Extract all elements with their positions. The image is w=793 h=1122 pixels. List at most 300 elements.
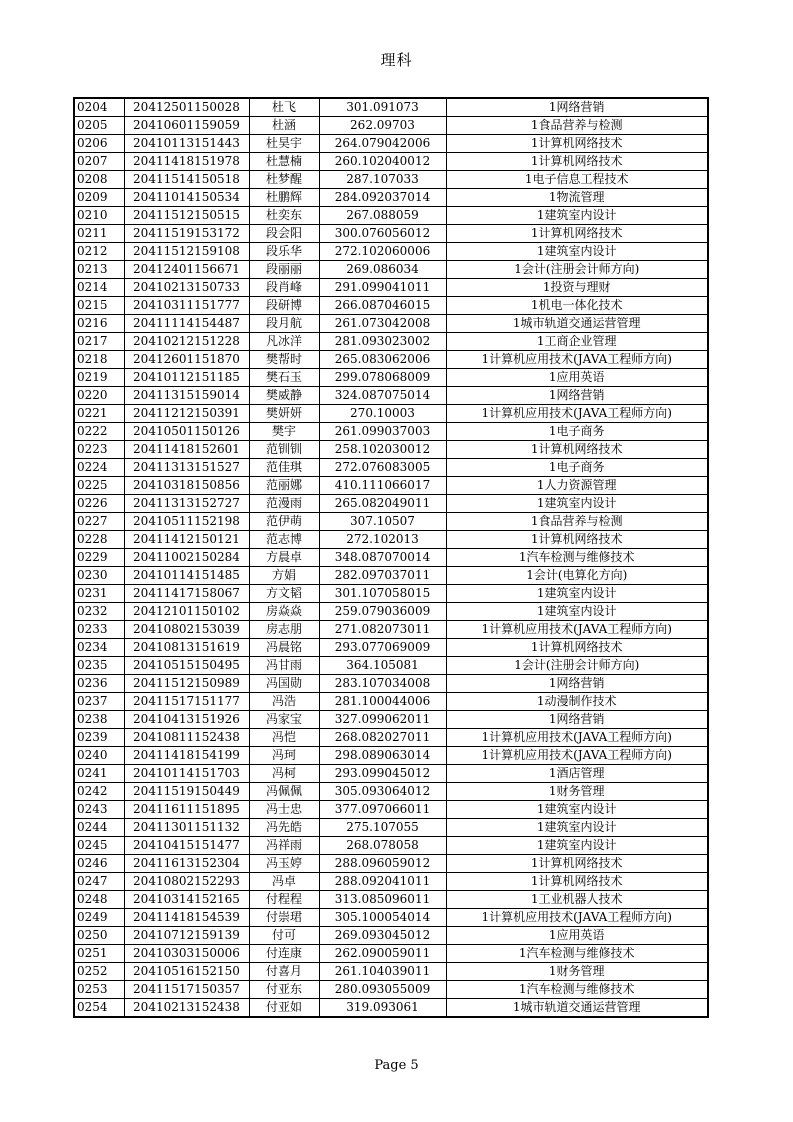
row-number-cell: 0227 [74,513,124,531]
student-name-cell: 樊帮时 [249,351,319,369]
major-cell: 1计算机网络技术 [446,873,708,891]
score-cell: 305.100054014 [319,909,446,927]
student-id-cell: 20410213152438 [124,999,249,1018]
table-row [74,243,708,261]
score-cell: 287.107033 [319,171,446,189]
student-id-cell: 20410112151185 [124,369,249,387]
score-cell: 348.087070014 [319,549,446,567]
table-row [74,297,708,315]
student-id-cell: 20410511152198 [124,513,249,531]
table-row [74,837,708,855]
row-number-cell: 0208 [74,171,124,189]
row-number-cell: 0242 [74,783,124,801]
score-cell: 299.078068009 [319,369,446,387]
row-number-cell: 0246 [74,855,124,873]
major-cell: 1酒店管理 [446,765,708,783]
row-number-cell: 0205 [74,117,124,135]
table-row [74,423,708,441]
score-cell: 262.09703 [319,117,446,135]
major-cell: 1物流管理 [446,189,708,207]
student-id-cell: 20410314152165 [124,891,249,909]
student-id-cell: 20411301151132 [124,819,249,837]
score-cell: 284.092037014 [319,189,446,207]
student-name-cell: 凡冰洋 [249,333,319,351]
major-cell: 1城市轨道交通运营管理 [446,999,708,1018]
row-number-cell: 0221 [74,405,124,423]
score-cell: 268.082027011 [319,729,446,747]
student-name-cell: 冯浩 [249,693,319,711]
row-number-cell: 0211 [74,225,124,243]
student-name-cell: 杜飞 [249,98,319,117]
student-name-cell: 范漫雨 [249,495,319,513]
student-id-cell: 20410113151443 [124,135,249,153]
score-cell: 327.099062011 [319,711,446,729]
row-number-cell: 0217 [74,333,124,351]
table-row [74,549,708,567]
table-row [74,873,708,891]
score-cell: 319.093061 [319,999,446,1018]
row-number-cell: 0207 [74,153,124,171]
row-number-cell: 0231 [74,585,124,603]
score-cell: 265.083062006 [319,351,446,369]
row-number-cell: 0215 [74,297,124,315]
score-cell: 298.089063014 [319,747,446,765]
student-id-cell: 20410802152293 [124,873,249,891]
major-cell: 1食品营养与检测 [446,513,708,531]
student-id-cell: 20411212150391 [124,405,249,423]
score-cell: 307.10507 [319,513,446,531]
student-name-cell: 冯玉婷 [249,855,319,873]
student-name-cell: 樊妍妍 [249,405,319,423]
student-name-cell: 范志博 [249,531,319,549]
student-name-cell: 方文韬 [249,585,319,603]
score-cell: 300.076056012 [319,225,446,243]
row-number-cell: 0252 [74,963,124,981]
row-number-cell: 0233 [74,621,124,639]
score-cell: 258.102030012 [319,441,446,459]
score-cell: 281.100044006 [319,693,446,711]
table-row [74,369,708,387]
row-number-cell: 0241 [74,765,124,783]
major-cell: 1计算机应用技术(JAVA工程师方向) [446,621,708,639]
score-cell: 293.099045012 [319,765,446,783]
major-cell: 1计算机网络技术 [446,531,708,549]
score-cell: 260.102040012 [319,153,446,171]
student-name-cell: 范钏钏 [249,441,319,459]
student-name-cell: 樊宇 [249,423,319,441]
major-cell: 1应用英语 [446,927,708,945]
student-name-cell: 付亚东 [249,981,319,999]
table-row [74,477,708,495]
score-cell: 291.099041011 [319,279,446,297]
major-cell: 1计算机网络技术 [446,153,708,171]
row-number-cell: 0244 [74,819,124,837]
score-cell: 324.087075014 [319,387,446,405]
score-cell: 280.093055009 [319,981,446,999]
student-name-cell: 冯先皓 [249,819,319,837]
student-name-cell: 冯晨铭 [249,639,319,657]
student-name-cell: 杜昊宇 [249,135,319,153]
major-cell: 1网络营销 [446,675,708,693]
major-cell: 1建筑室内设计 [446,819,708,837]
table-row [74,783,708,801]
major-cell: 1建筑室内设计 [446,495,708,513]
student-name-cell: 段月航 [249,315,319,333]
student-id-cell: 20412401156671 [124,261,249,279]
score-cell: 410.111066017 [319,477,446,495]
table-row [74,855,708,873]
student-id-cell: 20411418154199 [124,747,249,765]
student-name-cell: 冯恺 [249,729,319,747]
row-number-cell: 0228 [74,531,124,549]
major-cell: 1计算机应用技术(JAVA工程师方向) [446,405,708,423]
table-row [74,135,708,153]
score-cell: 272.102060006 [319,243,446,261]
student-name-cell: 冯珂 [249,747,319,765]
major-cell: 1人力资源管理 [446,477,708,495]
student-id-cell: 20411512150515 [124,207,249,225]
student-id-cell: 20410413151926 [124,711,249,729]
student-id-cell: 20411002150284 [124,549,249,567]
row-number-cell: 0220 [74,387,124,405]
student-id-cell: 20411517151177 [124,693,249,711]
table-row [74,531,708,549]
row-number-cell: 0224 [74,459,124,477]
score-cell: 282.097037011 [319,567,446,585]
student-id-cell: 20410501150126 [124,423,249,441]
row-number-cell: 0247 [74,873,124,891]
page-number: Page 5 [374,1058,419,1073]
table-row [74,765,708,783]
score-cell: 283.107034008 [319,675,446,693]
table-row [74,207,708,225]
major-cell: 1计算机网络技术 [446,855,708,873]
major-cell: 1建筑室内设计 [446,801,708,819]
major-cell: 1电子商务 [446,459,708,477]
row-number-cell: 0253 [74,981,124,999]
major-cell: 1建筑室内设计 [446,207,708,225]
student-name-cell: 付亚如 [249,999,319,1018]
score-cell: 281.093023002 [319,333,446,351]
table-row [74,585,708,603]
major-cell: 1建筑室内设计 [446,585,708,603]
row-number-cell: 0209 [74,189,124,207]
student-name-cell: 樊石玉 [249,369,319,387]
row-number-cell: 0250 [74,927,124,945]
student-name-cell: 房志朋 [249,621,319,639]
score-cell: 266.087046015 [319,297,446,315]
row-number-cell: 0238 [74,711,124,729]
student-name-cell: 冯佩佩 [249,783,319,801]
row-number-cell: 0212 [74,243,124,261]
score-cell: 269.093045012 [319,927,446,945]
student-id-cell: 20410212151228 [124,333,249,351]
table-row [74,333,708,351]
major-cell: 1网络营销 [446,387,708,405]
table-row [74,693,708,711]
major-cell: 1计算机网络技术 [446,135,708,153]
major-cell: 1动漫制作技术 [446,693,708,711]
major-cell: 1建筑室内设计 [446,837,708,855]
major-cell: 1会计(注册会计师方向) [446,261,708,279]
student-name-cell: 范丽娜 [249,477,319,495]
student-name-cell: 付程程 [249,891,319,909]
row-number-cell: 0230 [74,567,124,585]
table-row [74,891,708,909]
row-number-cell: 0234 [74,639,124,657]
table-row [74,603,708,621]
score-cell: 305.093064012 [319,783,446,801]
student-id-cell: 20410415151477 [124,837,249,855]
table-row [74,657,708,675]
score-cell: 261.104039011 [319,963,446,981]
student-id-cell: 20411514150518 [124,171,249,189]
student-name-cell: 付连康 [249,945,319,963]
score-cell: 364.105081 [319,657,446,675]
student-id-cell: 20411418151978 [124,153,249,171]
student-name-cell: 房焱焱 [249,603,319,621]
major-cell: 1汽车检测与维修技术 [446,549,708,567]
student-id-cell: 20411412150121 [124,531,249,549]
score-cell: 293.077069009 [319,639,446,657]
student-name-cell: 范伊萌 [249,513,319,531]
student-name-cell: 付崇珺 [249,909,319,927]
major-cell: 1财务管理 [446,783,708,801]
score-cell: 288.096059012 [319,855,446,873]
table-row [74,927,708,945]
student-name-cell: 付喜月 [249,963,319,981]
major-cell: 1电子信息工程技术 [446,171,708,189]
table-row [74,351,708,369]
table-row [74,441,708,459]
row-number-cell: 0248 [74,891,124,909]
student-name-cell: 杜涵 [249,117,319,135]
table-row [74,567,708,585]
student-id-cell: 20411315159014 [124,387,249,405]
major-cell: 1汽车检测与维修技术 [446,981,708,999]
table-row [74,315,708,333]
student-id-cell: 20411613152304 [124,855,249,873]
major-cell: 1会计(注册会计师方向) [446,657,708,675]
student-id-cell: 20411313152727 [124,495,249,513]
student-name-cell: 冯士忠 [249,801,319,819]
row-number-cell: 0232 [74,603,124,621]
table-row [74,495,708,513]
major-cell: 1应用英语 [446,369,708,387]
student-name-cell: 段研博 [249,297,319,315]
student-name-cell: 段会阳 [249,225,319,243]
student-id-cell: 20412501150028 [124,98,249,117]
table-row [74,729,708,747]
student-name-cell: 冯国勋 [249,675,319,693]
table-row [74,171,708,189]
row-number-cell: 0235 [74,657,124,675]
student-id-cell: 20411512150989 [124,675,249,693]
major-cell: 1计算机应用技术(JAVA工程师方向) [446,729,708,747]
table-row [74,117,708,135]
row-number-cell: 0225 [74,477,124,495]
student-name-cell: 范佳琪 [249,459,319,477]
row-number-cell: 0218 [74,351,124,369]
row-number-cell: 0204 [74,98,124,117]
student-id-cell: 20410318150856 [124,477,249,495]
table-row [74,225,708,243]
student-id-cell: 20410311151777 [124,297,249,315]
major-cell: 1计算机应用技术(JAVA工程师方向) [446,909,708,927]
major-cell: 1计算机应用技术(JAVA工程师方向) [446,747,708,765]
table-row [74,999,708,1018]
student-name-cell: 冯柯 [249,765,319,783]
score-cell: 288.092041011 [319,873,446,891]
row-number-cell: 0237 [74,693,124,711]
row-number-cell: 0226 [74,495,124,513]
row-number-cell: 0214 [74,279,124,297]
score-cell: 301.091073 [319,98,446,117]
student-id-cell: 20411519150449 [124,783,249,801]
table-row [74,621,708,639]
student-id-cell: 20411114154487 [124,315,249,333]
row-number-cell: 0222 [74,423,124,441]
student-id-cell: 20411517150357 [124,981,249,999]
student-name-cell: 冯家宝 [249,711,319,729]
score-cell: 313.085096011 [319,891,446,909]
student-id-cell: 20411014150534 [124,189,249,207]
score-cell: 268.078058 [319,837,446,855]
table-row [74,153,708,171]
table-row [74,98,708,117]
major-cell: 1计算机网络技术 [446,639,708,657]
score-cell: 267.088059 [319,207,446,225]
major-cell: 1建筑室内设计 [446,243,708,261]
table-row [74,945,708,963]
student-id-cell: 20410114151485 [124,567,249,585]
table-row [74,189,708,207]
student-id-cell: 20410516152150 [124,963,249,981]
score-cell: 377.097066011 [319,801,446,819]
major-cell: 1计算机网络技术 [446,441,708,459]
student-id-cell: 20410114151703 [124,765,249,783]
student-id-cell: 20411418154539 [124,909,249,927]
student-name-cell: 杜慧楠 [249,153,319,171]
major-cell: 1城市轨道交通运营管理 [446,315,708,333]
score-cell: 275.107055 [319,819,446,837]
table-row [74,801,708,819]
major-cell: 1电子商务 [446,423,708,441]
student-id-cell: 20410601159059 [124,117,249,135]
row-number-cell: 0236 [74,675,124,693]
major-cell: 1网络营销 [446,711,708,729]
student-id-cell: 20410213150733 [124,279,249,297]
student-name-cell: 冯祥雨 [249,837,319,855]
table-row [74,405,708,423]
row-number-cell: 0243 [74,801,124,819]
table-row [74,513,708,531]
student-id-cell: 20410813151619 [124,639,249,657]
score-cell: 264.079042006 [319,135,446,153]
major-cell: 1财务管理 [446,963,708,981]
table-row [74,387,708,405]
student-id-cell: 20410712159139 [124,927,249,945]
row-number-cell: 0229 [74,549,124,567]
student-roster-table [73,97,709,1018]
major-cell: 1汽车检测与维修技术 [446,945,708,963]
major-cell: 1工商企业管理 [446,333,708,351]
student-id-cell: 20411417158067 [124,585,249,603]
score-cell: 261.099037003 [319,423,446,441]
row-number-cell: 0245 [74,837,124,855]
table-row [74,459,708,477]
table-row [74,279,708,297]
major-cell: 1计算机网络技术 [446,225,708,243]
score-cell: 259.079036009 [319,603,446,621]
student-name-cell: 冯甘雨 [249,657,319,675]
student-name-cell: 段乐华 [249,243,319,261]
major-cell: 1食品营养与检测 [446,117,708,135]
score-cell: 301.107058015 [319,585,446,603]
major-cell: 1工业机器人技术 [446,891,708,909]
table-row [74,747,708,765]
student-id-cell: 20412101150102 [124,603,249,621]
row-number-cell: 0254 [74,999,124,1018]
student-name-cell: 杜梦醒 [249,171,319,189]
score-cell: 269.086034 [319,261,446,279]
student-name-cell: 方晨卓 [249,549,319,567]
student-name-cell: 杜鹏辉 [249,189,319,207]
student-name-cell: 樊威静 [249,387,319,405]
student-id-cell: 20410515150495 [124,657,249,675]
major-cell: 1计算机应用技术(JAVA工程师方向) [446,351,708,369]
table-row [74,819,708,837]
score-cell: 272.076083005 [319,459,446,477]
row-number-cell: 0219 [74,369,124,387]
major-cell: 1网络营销 [446,98,708,117]
row-number-cell: 0251 [74,945,124,963]
score-cell: 270.10003 [319,405,446,423]
student-id-cell: 20411512159108 [124,243,249,261]
score-cell: 261.073042008 [319,315,446,333]
row-number-cell: 0223 [74,441,124,459]
table-row [74,711,708,729]
page-title: 理科 [380,51,413,69]
table-row [74,261,708,279]
student-name-cell: 冯卓 [249,873,319,891]
row-number-cell: 0213 [74,261,124,279]
major-cell: 1机电一体化技术 [446,297,708,315]
student-name-cell: 段肖峰 [249,279,319,297]
table-row [74,963,708,981]
student-name-cell: 段丽丽 [249,261,319,279]
roster-body [74,98,708,1017]
row-number-cell: 0210 [74,207,124,225]
row-number-cell: 0239 [74,729,124,747]
table-row [74,639,708,657]
table-row [74,675,708,693]
row-number-cell: 0216 [74,315,124,333]
score-cell: 262.090059011 [319,945,446,963]
row-number-cell: 0206 [74,135,124,153]
student-id-cell: 20412601151870 [124,351,249,369]
table-row [74,981,708,999]
score-cell: 272.102013 [319,531,446,549]
student-name-cell: 付可 [249,927,319,945]
table-row [74,909,708,927]
student-name-cell: 方娟 [249,567,319,585]
row-number-cell: 0240 [74,747,124,765]
student-id-cell: 20411418152601 [124,441,249,459]
major-cell: 1会计(电算化方向) [446,567,708,585]
student-id-cell: 20411519153172 [124,225,249,243]
student-name-cell: 杜奕东 [249,207,319,225]
